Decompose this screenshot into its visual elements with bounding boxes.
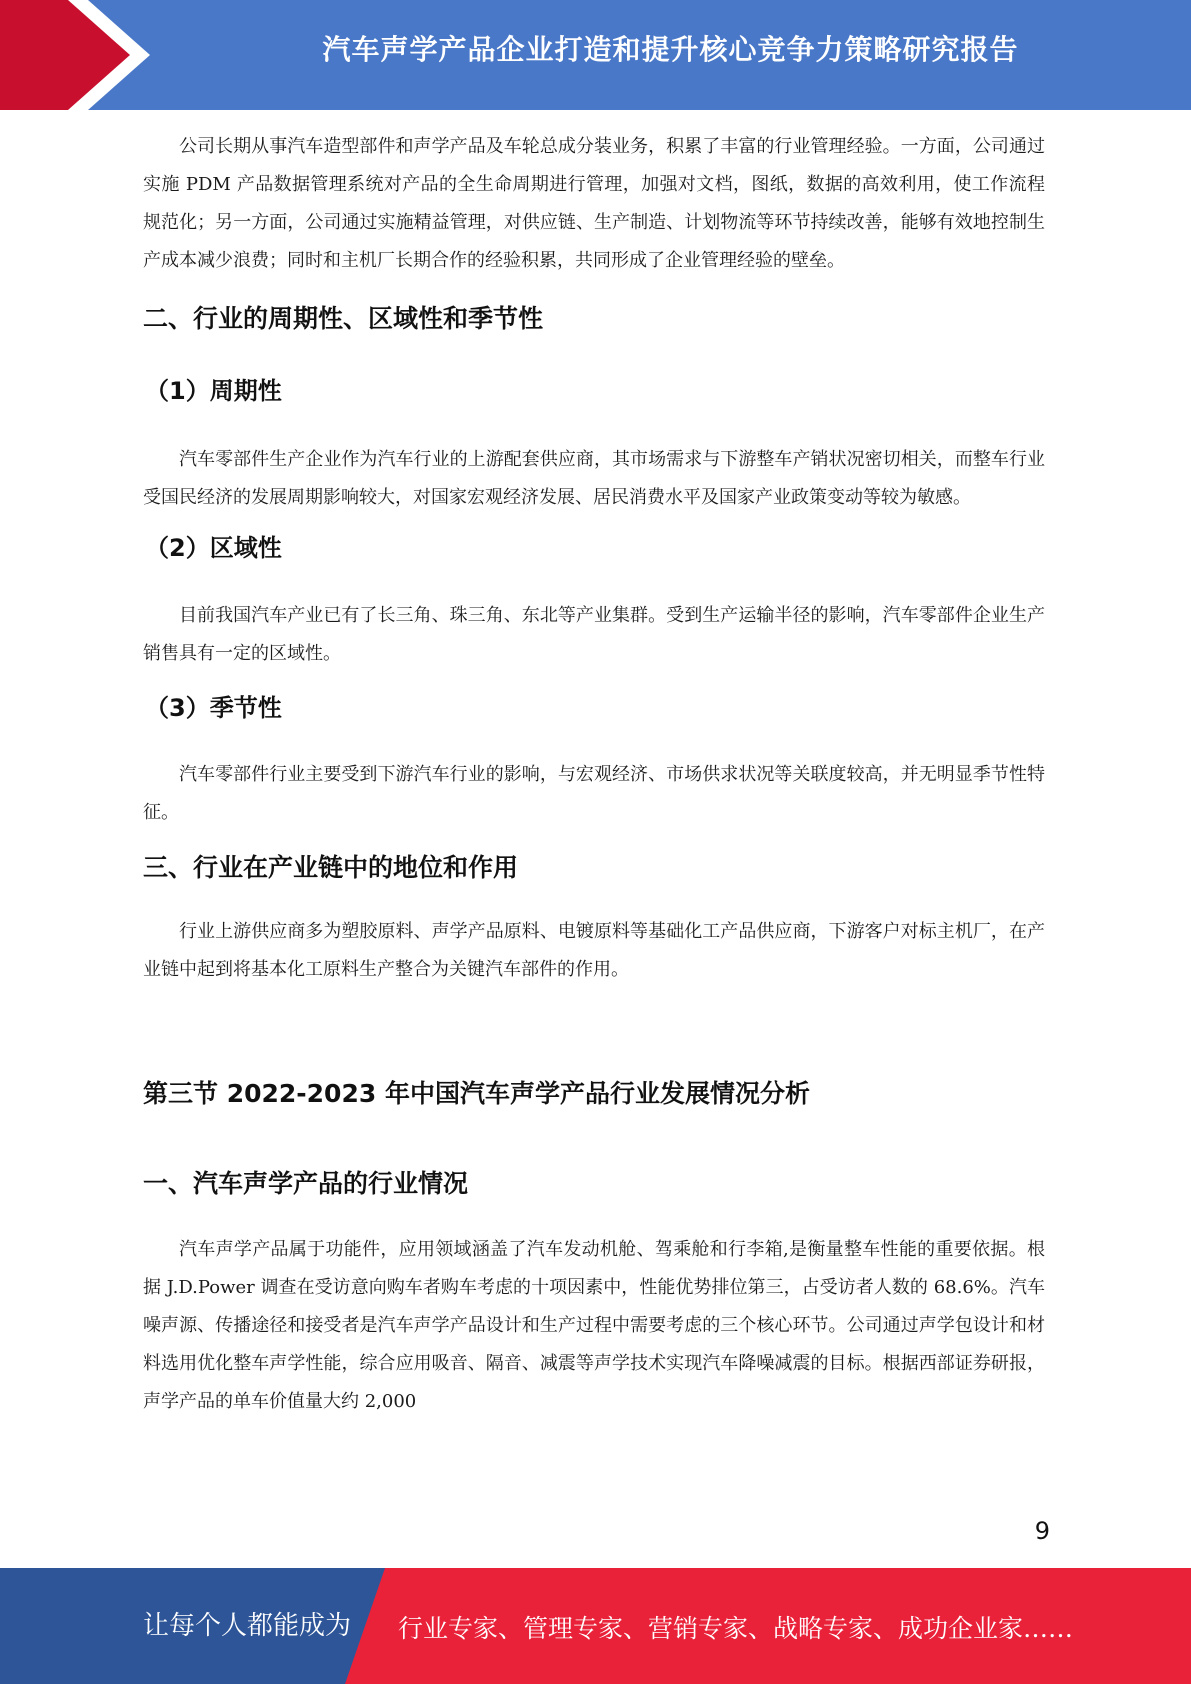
header-arrow-decoration xyxy=(0,0,160,110)
paragraph-acoustic-products: 汽车声学产品属于功能件，应用领域涵盖了汽车发动机舱、驾乘舱和行李箱,是衡量整车性能的重要依据。根据 J.D.Power 调查在受访意向购车者购车考虑的十项因素中，性能优势排位第三，占受访者人数的 68.6%。汽车噪声源、传播途径和接受者是汽车声学产品设计和生产过程中需要考虑的三个核心环节。公司通过声学包设计和材料选用优化整车声学性能，综合应用吸音、隔音、减震等声学技术实现汽车降噪减震的目标。根据西部证券研报，声学产品的单车价值量大约 2,000 xyxy=(143,1239,1045,1412)
paragraph-management-experience: 公司长期从事汽车造型部件和声学产品及车轮总成分装业务，积累了丰富的行业管理经验。一方面，公司通过实施 PDM 产品数据管理系统对产品的全生命周期进行管理，加强对文档，图纸，数据的高效利用，使工作流程规范化；另一方面，公司通过实施精益管理，对供应链、生产制造、计划物流等环节持续改善，能够有效地控制生产成本减少浪费；同时和主机厂长期合作的经验积累，共同形成了企业管理经验的壁垒。 xyxy=(143,136,1045,271)
heading-cyclicality: （1）周期性 xyxy=(145,377,282,405)
heading-regionality: （2）区域性 xyxy=(145,534,282,562)
paragraph-regionality: 目前我国汽车产业已有了长三角、珠三角、东北等产业集群。受到生产运输半径的影响，汽车零部件企业生产销售具有一定的区域性。 xyxy=(143,605,1045,664)
page-header xyxy=(0,0,1191,110)
page-footer xyxy=(0,1568,1191,1684)
heading-section-three: 第三节 2022-2023 年中国汽车声学产品行业发展情况分析 xyxy=(143,1079,810,1108)
paragraph-industry-chain: 行业上游供应商多为塑胶原料、声学产品原料、电镀原料等基础化工产品供应商，下游客户对标主机厂，在产业链中起到将基本化工原料生产整合为关键汽车部件的作用。 xyxy=(143,921,1045,980)
heading-industry-chain-position: 三、行业在产业链中的地位和作用 xyxy=(143,853,519,882)
document-body xyxy=(143,128,1045,1421)
heading-seasonality: （3）季节性 xyxy=(145,694,282,722)
footer-slogan-left: 让每个人都能成为 xyxy=(143,1611,352,1641)
heading-cyclicality-regionality-seasonality: 二、行业的周期性、区域性和季节性 xyxy=(143,304,544,333)
page-number: 9 xyxy=(1034,1517,1050,1545)
header-title: 汽车声学产品企业打造和提升核心竞争力策略研究报告 xyxy=(322,33,1019,66)
paragraph-seasonality: 汽车零部件行业主要受到下游汽车行业的影响，与宏观经济、市场供求状况等关联度较高，并无明显季节性特征。 xyxy=(143,764,1045,823)
paragraph-cyclicality: 汽车零部件生产企业作为汽车行业的上游配套供应商，其市场需求与下游整车产销状况密切相关，而整车行业受国民经济的发展周期影响较大，对国家宏观经济发展、居民消费水平及国家产业政策变动等较为敏感。 xyxy=(143,449,1045,508)
footer-slogan-right: 行业专家、管理专家、营销专家、战略专家、成功企业家…… xyxy=(398,1614,1074,1643)
heading-acoustic-industry-overview: 一、汽车声学产品的行业情况 xyxy=(143,1169,469,1198)
